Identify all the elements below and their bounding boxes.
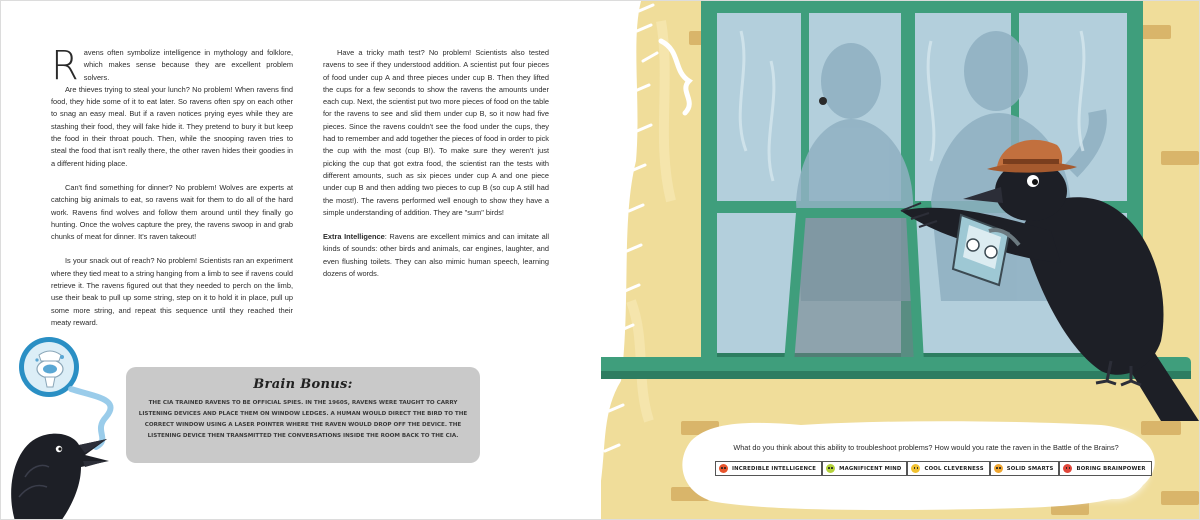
poll-option-cool-cleverness[interactable]	[907, 461, 989, 476]
poll-options	[715, 461, 1146, 476]
poll-option-solid-smarts[interactable]	[990, 461, 1060, 476]
dropcap-letter: R	[51, 43, 79, 89]
smile-emoji-icon	[994, 464, 1003, 473]
right-page	[601, 1, 1200, 520]
text-column-1	[51, 43, 293, 329]
paragraph-thieves: Are thieves trying to steal your lunch? No problem! When ravens find food, they hide some of it to eat later. So ravens often spy on each other to snag an easy meal. But if a raven notices prying eyes while they are stashing their food, they will fake hide it. They pretend to bury it but keep the food in their throat pouch. Then, while the snooping raven tries to steal the food that isn't really there, the other raven hides their goodies in a different hiding place.	[51, 84, 293, 168]
poll-option-incredible-intelligence[interactable]	[715, 461, 822, 476]
poll-option-magnificent-mind[interactable]	[822, 461, 907, 476]
poll-option-label: COOL CLEVERNESS	[924, 465, 984, 472]
left-page	[1, 1, 601, 520]
extra-intelligence-label: Extra Intelligence	[323, 232, 385, 242]
bored-emoji-icon	[1063, 464, 1072, 473]
intro-text: avens often symbolize intelligence in mythology and folklore, which makes sense because they are excellent problem solvers.	[83, 48, 293, 82]
mind-blown-emoji-icon	[719, 464, 728, 473]
poll-option-label: BORING BRAINPOWER	[1076, 465, 1146, 472]
brain-bonus-title: Brain Bonus:	[253, 377, 353, 392]
poll-option-label: INCREDIBLE INTELLIGENCE	[732, 465, 817, 472]
paragraph-extra-intelligence	[323, 231, 549, 280]
poll-question: What do you think about this ability to troubleshoot problems? How would you rate the raven in the Battle of the Brains?	[733, 443, 1119, 452]
poll-option-boring-brainpower[interactable]	[1059, 461, 1151, 476]
brain-bonus-body: THE CIA TRAINED RAVENS TO BE OFFICIAL SPIES. IN THE 1960S, RAVENS WERE TAUGHT TO CARRY LISTENING DEVICES AND PLACE THEM ON WINDOW LEDGES. A HUMAN WOULD DIRECT THE BIRD TO THE CORRECT WINDOW USING A LASER POINTER WHERE THE RAVEN WOULD DROP OFF THE DEVICE. THE LISTENING DEVICE THEN TRANSMITTED THE CONVERSATIONS INSIDE THE ROOM BACK TO THE CIA.	[138, 400, 468, 439]
intro-paragraph	[51, 43, 293, 89]
paragraph-snack: Is your snack out of reach? No problem! Scientists ran an experiment where they tied meat to a string hanging from a limb to see if ravens could retrieve it. The ravens figured out that they needed to perch on the limb, use their beak to pull up some string, step on it to hold it in place, pull up some more string, and repeat this sequence until they reached their meaty reward.	[51, 256, 293, 327]
extra-intelligence-text: : Ravens are excellent mimics and can imitate all kinds of sounds: other birds and animals, car engines, laughter, and even flushing toilets. They can also mimic human speech, learning dozens of words.	[323, 232, 549, 279]
sunglasses-emoji-icon	[911, 464, 920, 473]
paragraph-wolves: Can't find something for dinner? No problem! Wolves are experts at catching big animals to eat, so ravens wait for them to do all of the hard work. Ravens find wolves and follow them around until they finally go hunting. Once the wolves capture the prey, the ravens swoop in and grab chunks of meat for dinner. It's raven takeout!	[51, 182, 293, 242]
battle-of-brains-poll	[703, 433, 1149, 499]
grin-emoji-icon	[826, 464, 835, 473]
poll-option-label: SOLID SMARTS	[1006, 465, 1054, 472]
window-handle-icon	[819, 97, 827, 105]
poll-option-label: MAGNIFICENT MIND	[839, 465, 902, 472]
paragraph-math: Have a tricky math test? No problem! Scientists also tested ravens to see if they understood addition. A scientist put four pieces of food under cup A and three pieces under cup B. Then they lifted the cups for a few seconds to show the ravens the amounts under each cup. Next, the scientist put two more pieces of food on the table for the ravens to see and slid them under cup B, so it now had five pieces. Since the ravens couldn't see the food under the cups, they had to remember and add together the pieces of food in order to pick the cup with the most (cup B!). To make sure they weren't just picking the cup that got extra food, the scientist ran the tests with different amounts, such as six pieces under cup A and one piece under cup B and then adding two pieces to cup B (so cup A still had the most!). The ravens performed well enough to show they have a simple understanding of addition. They are "sum" birds!	[323, 48, 549, 217]
raven-spot-illustration	[1, 327, 131, 520]
text-column-2	[323, 47, 549, 280]
brain-bonus-box	[126, 367, 480, 463]
